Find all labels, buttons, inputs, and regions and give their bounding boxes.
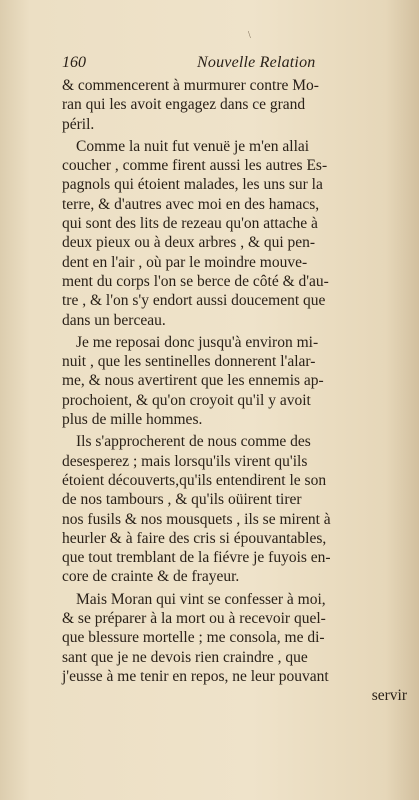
text-line: desesperez ; mais lorsqu'ils virent qu'ils	[62, 452, 308, 470]
text-line: plus de mille hommes.	[62, 411, 203, 429]
text-line: Je me reposai donc jusqu'à environ mi-	[76, 333, 319, 351]
page-number: 160	[62, 54, 86, 71]
text-line: dent en l'air , où par le moindre mouve-	[62, 253, 308, 271]
text-line: coucher , comme firent aussi les autres Es-	[62, 157, 328, 175]
text-line: péril.	[62, 115, 95, 133]
page-header	[62, 54, 407, 74]
text-line: & commencerent à murmurer contre Mo-	[62, 77, 319, 94]
text-line: nuit , que les sentinelles donnerent l'alar-	[62, 353, 316, 371]
paragraph	[62, 590, 407, 686]
body-text	[62, 76, 407, 706]
text-line: Mais Moran qui vint se confesser à moi,	[76, 590, 326, 608]
text-line: heurler & à faire des cris si épouvantables,	[62, 529, 327, 547]
text-line: sant que je ne devois rien craindre , que	[62, 648, 308, 666]
fold-mark: \	[248, 30, 251, 41]
paragraph	[62, 76, 407, 134]
paragraph	[62, 432, 407, 586]
text-line: prochoient, & qu'on croyoit qu'il y avoit	[62, 391, 311, 409]
text-line: core de crainte & de frayeur.	[62, 568, 240, 586]
paragraph	[62, 137, 407, 330]
text-line: que tout tremblant de la fiévre je fuyois en-	[62, 549, 331, 567]
text-line: de nos tambours , & qu'ils oüirent tirer	[62, 491, 302, 509]
text-line: pagnols qui étoient malades, les uns sur la	[62, 176, 323, 194]
catchword: servir	[371, 687, 407, 705]
text-line: deux pieux ou à deux arbres , & qui pen-	[62, 234, 316, 252]
text-line: que blessure mortelle ; me consola, me di-	[62, 629, 325, 647]
text-line: & se préparer à la mort ou à recevoir quel-	[62, 610, 326, 628]
text-line: qui sont des lits de rezeau qu'on attache à	[62, 215, 318, 233]
text-line: tre , & l'on s'y endort aussi doucement que	[62, 292, 326, 310]
text-line: ran qui les avoit engagez dans ce grand	[62, 96, 306, 114]
text-line: me, & nous avertirent que les ennemis ap-	[62, 372, 324, 390]
text-line: Ils s'approcherent de nous comme des	[76, 433, 311, 451]
text-line: j'eusse à me tenir en repos, ne leur pouvant	[62, 667, 329, 685]
text-line: terre, & d'autres avec moi en des hamacs,	[62, 195, 320, 213]
text-line: nos fusils & nos mousquets , ils se mirent à	[62, 510, 331, 528]
text-line: dans un berceau.	[62, 311, 166, 329]
text-line: ment du corps l'on se berce de côté & d'au-	[62, 272, 329, 290]
running-title: Nouvelle Relation	[197, 54, 316, 71]
text-line: Comme la nuit fut venuë je m'en allai	[76, 137, 310, 155]
text-line: étoient découverts,qu'ils entendirent le son	[62, 471, 327, 489]
paragraph	[62, 333, 407, 429]
